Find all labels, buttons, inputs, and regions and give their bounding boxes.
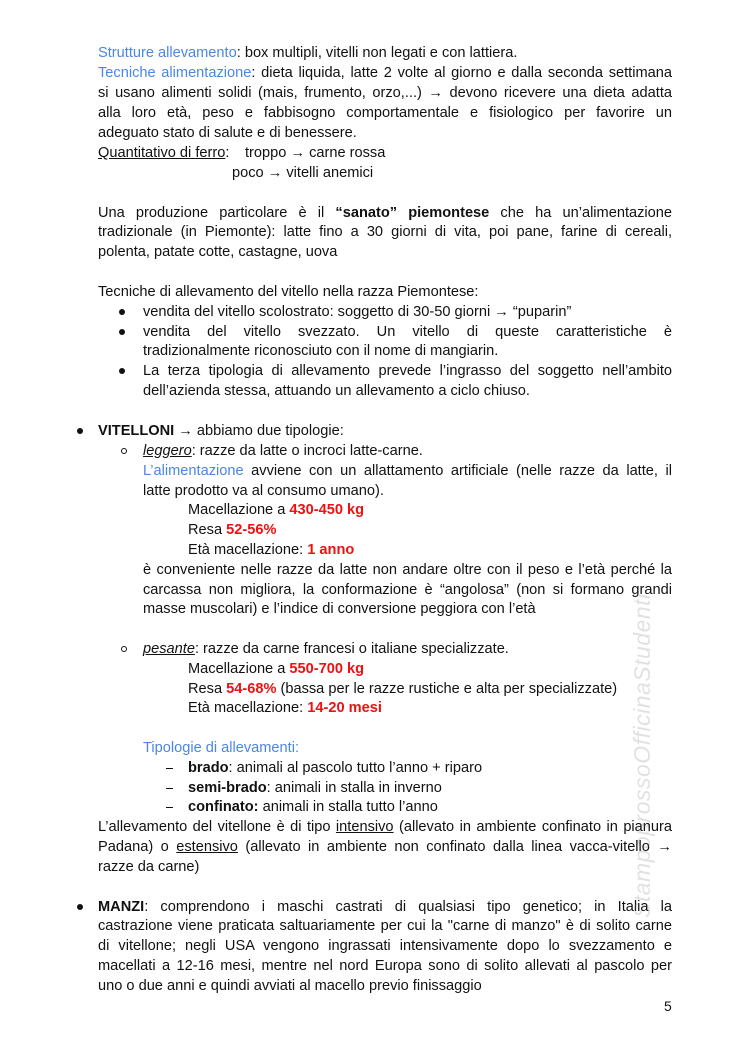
manzi-line-1: MANZI: comprendono i maschi castrati di qualsiasi tipo genetico; in Italia la <box>98 899 672 915</box>
tecniche-line-1: Tecniche alimentazione: dieta liquida, latte 2 volte al giorno e dalla seconda settimana <box>98 65 672 81</box>
bullet-dot-icon <box>77 428 83 434</box>
allevamento-line-2: Padana) o estensivo (allevato in ambiente non confinato dalla linea vacca-vitello → <box>98 839 672 855</box>
alimentazione-line-2: latte prodotto va al consumo umano). <box>143 483 384 499</box>
ferro-line: Quantitativo di ferro: <box>98 145 230 161</box>
leggero-macellazione: Macellazione a 430-450 kg <box>188 502 365 518</box>
page-number: 5 <box>664 998 672 1014</box>
tipologia-confinato: confinato: animali in stalla tutto l’anno <box>188 799 438 815</box>
piemontese-intro: Tecniche di allevamento del vitello nella razza Piemontese: <box>98 284 479 300</box>
bullet-dot-icon <box>119 309 125 315</box>
manzi-line-4: macellati a 12-16 mesi, mentre nel nord Europa sono di solito allevati al pascolo per <box>98 958 672 974</box>
manzi-title: MANZI <box>98 899 145 915</box>
bullet-dot-icon <box>77 904 83 910</box>
alimentazione-line-1: L’alimentazione avviene con un allattamento artificiale (nelle razze da latte, il <box>143 463 672 479</box>
watermark: StampoprossoOfficinaStudenti <box>629 593 655 918</box>
vitelloni-heading: VITELLONI → abbiamo due tipologie: <box>98 423 344 439</box>
tipologie-heading: Tipologie di allevamenti: <box>143 740 300 756</box>
dash-icon <box>166 768 173 769</box>
leggero-macellazione-value: 430-450 kg <box>289 502 365 518</box>
bullet-dot-icon <box>119 368 125 374</box>
piemontese-bullet-1: vendita del vitello scolostrato: soggetto di 30-50 giorni → “puparin” <box>143 304 572 320</box>
sanato-bold: “sanato” piemontese <box>335 205 490 221</box>
piemontese-bullet-2-line-2: tradizionalmente riconosciuto con il nome di mangiarin. <box>143 343 499 359</box>
tecniche-label: Tecniche alimentazione <box>98 65 252 81</box>
leggero-resa: Resa 52-56% <box>188 522 277 538</box>
tecniche-line-2: si usano alimenti solidi (mais, frumento, orzo,...) → devono ricevere una dieta adatta <box>98 85 672 101</box>
piemontese-bullet-3-line-1: La terza tipologia di allevamento prevede l’ingrasso del soggetto nell’ambito <box>143 363 672 379</box>
leggero-nota-line-1: è conveniente nelle razze da latte non andare oltre con il peso e l’età perché la <box>143 562 672 578</box>
pesante-label: pesante <box>143 641 195 657</box>
pesante-line: pesante: razze da carne francesi o italiane specializzate. <box>143 641 509 657</box>
pesante-macellazione-value: 550-700 kg <box>289 661 365 677</box>
allevamento-line-1: L’allevamento del vitellone è di tipo intensivo (allevato in ambiente confinato in pianura <box>98 819 672 835</box>
leggero-eta: Età macellazione: 1 anno <box>188 542 355 558</box>
leggero-label: leggero <box>143 443 192 459</box>
sanato-line-2: tradizionale (in Piemonte): latte fino a 30 giorni di vita, poi pane, farine di cereali, <box>98 224 672 240</box>
pesante-resa-value: 54-68% <box>226 681 277 697</box>
manzi-line-2: castrazione viene praticata saltuariamente per cui la "carne di manzo" è di solito carne <box>98 918 672 934</box>
dash-icon <box>166 788 173 789</box>
ferro-poco: poco → vitelli anemici <box>232 165 374 181</box>
leggero-line: leggero: razze da latte o incroci latte-carne. <box>143 443 423 459</box>
leggero-eta-value: 1 anno <box>307 542 355 558</box>
pesante-resa: Resa 54-68% (bassa per le razze rustiche e alta per specializzate) <box>188 681 618 697</box>
piemontese-bullet-2-line-1: vendita del vitello svezzato. Un vitello di queste caratteristiche è <box>143 324 672 340</box>
strutture-line: Strutture allevamento: box multipli, vitelli non legati e con lattiera. <box>98 45 518 61</box>
bullet-dot-icon <box>119 329 125 335</box>
manzi-line-5: uno o due anni e quindi avviati al macello previo finissaggio <box>98 978 482 994</box>
sanato-line-3: polenta, patate cotte, castagne, uova <box>98 244 338 260</box>
tecniche-line-3: alla loro età, peso e fabbisogno comportamentale e fisiologico per favorire un <box>98 105 672 121</box>
leggero-nota-line-3: masse muscolari) e l’indice di conversione peggiora con l’età <box>143 601 536 617</box>
pesante-eta-value: 14-20 mesi <box>307 700 382 716</box>
sanato-line-1: Una produzione particolare è il “sanato” piemontese che ha un’alimentazione <box>98 205 672 221</box>
ferro-label: Quantitativo di ferro <box>98 145 226 161</box>
manzi-line-3: di vitellone; negli USA vengono ingrassati intensivamente dopo lo svezzamento e <box>98 938 672 954</box>
bullet-ring-icon <box>121 448 127 454</box>
dash-icon <box>166 807 173 808</box>
leggero-resa-value: 52-56% <box>226 522 277 538</box>
bullet-ring-icon <box>121 646 127 652</box>
ferro-troppo: troppo → carne rossa <box>245 145 386 161</box>
allevamento-line-3: razze da carne) <box>98 859 200 875</box>
alimentazione-label: L’alimentazione <box>143 463 244 479</box>
vitelloni-title: VITELLONI <box>98 423 175 439</box>
strutture-label: Strutture allevamento <box>98 45 237 61</box>
piemontese-bullet-3-line-2: dell’azienda stessa, attuando un allevamento a ciclo chiuso. <box>143 383 530 399</box>
pesante-macellazione: Macellazione a 550-700 kg <box>188 661 365 677</box>
tipologia-semi-brado: semi-brado: animali in stalla in inverno <box>188 780 442 796</box>
tipologia-brado: brado: animali al pascolo tutto l’anno + riparo <box>188 760 483 776</box>
pesante-eta: Età macellazione: 14-20 mesi <box>188 700 382 716</box>
leggero-nota-line-2: carcassa non migliora, la conformazione è “angolosa” (non si formano grandi <box>143 582 672 598</box>
tecniche-line-4: adeguato stato di salute e di benessere. <box>98 125 357 141</box>
